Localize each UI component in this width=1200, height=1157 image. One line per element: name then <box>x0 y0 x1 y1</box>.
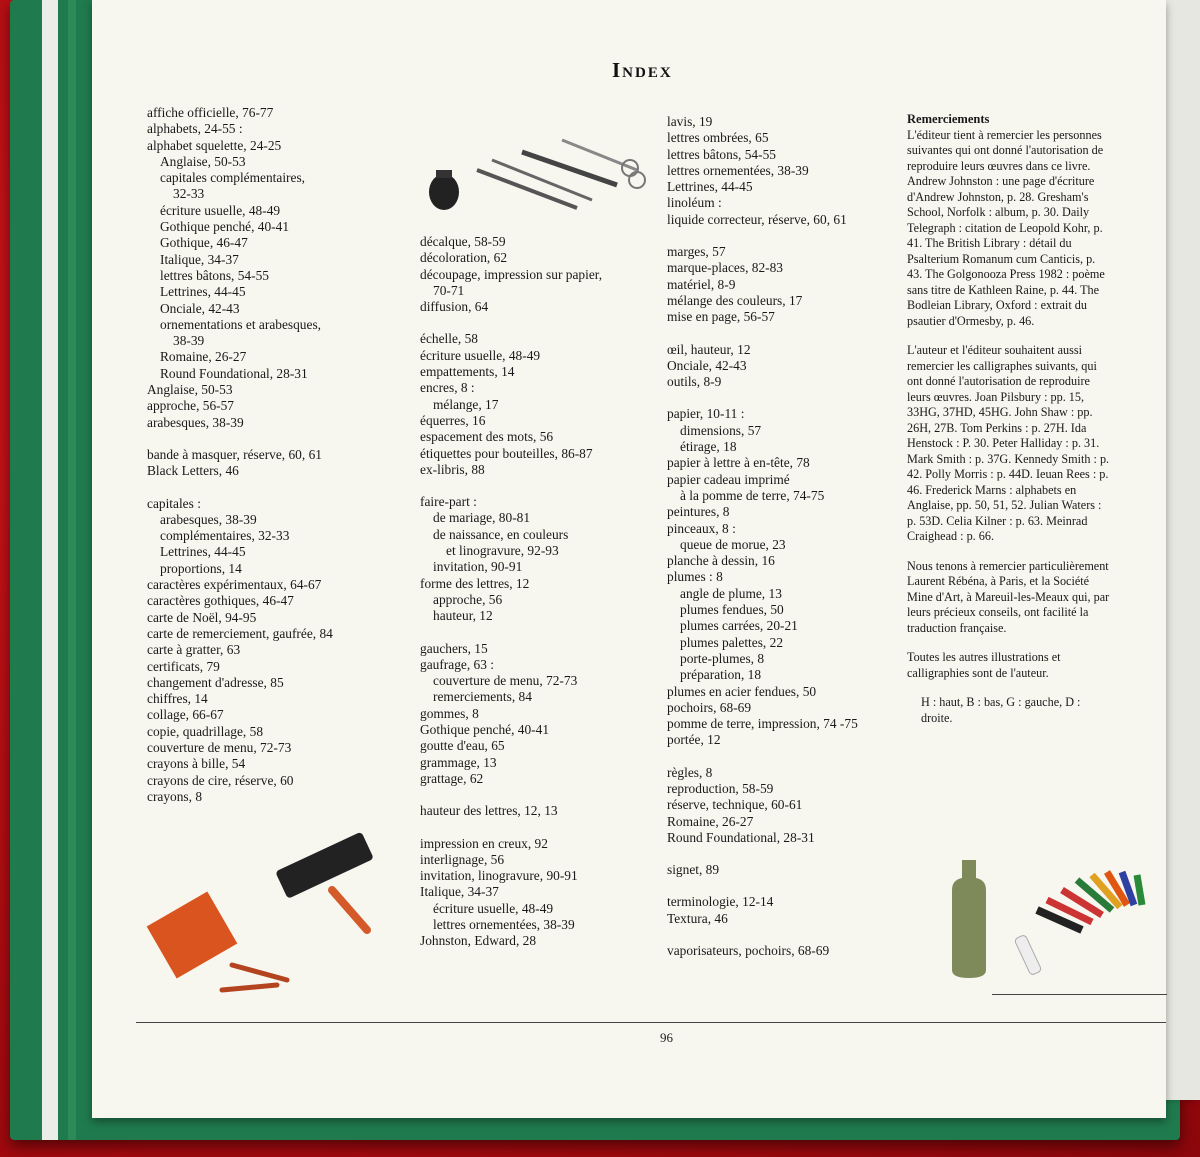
index-entry: faire-part : <box>420 494 477 510</box>
index-entry: arabesques, 38-39 <box>160 511 257 527</box>
index-entry: ornementations et arabesques, <box>160 316 322 332</box>
index-entry: 32-33 <box>173 186 205 202</box>
index-page <box>92 0 1166 1118</box>
index-entry: Lettrines, 44-45 <box>160 284 246 300</box>
index-entry: lettres ornementées, 38-39 <box>433 916 575 932</box>
index-entry: capitales : <box>147 495 201 511</box>
index-entry: diffusion, 64 <box>420 299 489 315</box>
index-entry: ex-libris, 88 <box>420 461 485 477</box>
index-entry: 38-39 <box>173 333 205 349</box>
index-entry: couverture de menu, 72-73 <box>147 739 292 755</box>
index-entry: impression en creux, 92 <box>420 835 548 851</box>
index-entry: capitales complémentaires, <box>160 170 306 186</box>
index-entry: Black Letters, 46 <box>147 463 239 479</box>
index-entry: décoloration, 62 <box>420 250 508 266</box>
index-entry: portée, 12 <box>667 732 721 748</box>
index-entry: proportions, 14 <box>160 560 242 576</box>
index-entry: Lettrines, 44-45 <box>160 544 246 560</box>
index-entry: gauchers, 15 <box>420 640 488 656</box>
index-entry: lettres bâtons, 54-55 <box>160 267 269 283</box>
index-entry: gommes, 8 <box>420 705 479 721</box>
ink-and-pens-illustration <box>422 130 652 220</box>
index-entry: collage, 66-67 <box>147 707 224 723</box>
index-entry: peintures, 8 <box>667 504 730 520</box>
index-entry: liquide correcteur, réserve, 60, 61 <box>667 211 847 227</box>
index-entry: alphabets, 24-55 : <box>147 121 243 137</box>
index-entry: grammage, 13 <box>420 754 497 770</box>
index-gap <box>667 228 907 244</box>
index-entry: crayons à bille, 54 <box>147 756 246 772</box>
index-entry: plumes en acier fendues, 50 <box>667 683 817 699</box>
acknowledgements <box>907 112 1112 740</box>
index-entry: queue de morue, 23 <box>680 536 786 552</box>
index-entry: terminologie, 12-14 <box>667 894 774 910</box>
acknowledgements-paragraph: Toutes les autres illustrations et calligraphies sont de l'auteur. <box>907 650 1061 680</box>
index-entry: écriture usuelle, 48-49 <box>420 347 541 363</box>
index-gap <box>667 927 907 943</box>
index-entry: remerciements, 84 <box>433 689 532 705</box>
page-number: 96 <box>660 1030 673 1045</box>
index-entry: Romaine, 26-27 <box>160 349 247 365</box>
footer-rule-short <box>992 994 1167 995</box>
abbreviation-key: H : haut, B : bas, G : gauche, D : droite. <box>921 695 1081 725</box>
index-gap <box>667 846 907 862</box>
index-entry: invitation, linogravure, 90-91 <box>420 868 578 884</box>
index-column-3 <box>667 114 907 959</box>
index-entry: règles, 8 <box>667 764 713 780</box>
index-entry: Onciale, 42-43 <box>667 357 747 373</box>
index-entry: reproduction, 58-59 <box>667 780 774 796</box>
index-entry: Gothique penché, 40-41 <box>420 722 550 738</box>
index-gap <box>667 878 907 894</box>
index-entry: planche à dessin, 16 <box>667 553 775 569</box>
index-entry: pomme de terre, impression, 74 -75 <box>667 716 858 732</box>
index-entry: hauteur, 12 <box>433 608 493 624</box>
index-entry: pochoirs, 68-69 <box>667 699 752 715</box>
index-entry: Anglaise, 50-53 <box>147 382 233 398</box>
index-entry: œil, hauteur, 12 <box>667 341 751 357</box>
index-entry: carte de remerciement, gaufrée, 84 <box>147 625 333 641</box>
index-entry: écriture usuelle, 48-49 <box>160 202 281 218</box>
index-entry: lettres bâtons, 54-55 <box>667 146 776 162</box>
index-entry: espacement des mots, 56 <box>420 429 554 445</box>
index-entry: Round Foundational, 28-31 <box>160 365 308 381</box>
index-entry: empattements, 14 <box>420 364 515 380</box>
index-entry: copie, quadrillage, 58 <box>147 723 264 739</box>
index-gap <box>667 390 907 406</box>
index-entry: Johnston, Edward, 28 <box>420 933 537 949</box>
index-entry: Anglaise, 50-53 <box>160 153 246 169</box>
index-entry: caractères gothiques, 46-47 <box>147 593 294 609</box>
index-entry: plumes : 8 <box>667 569 723 585</box>
index-column-1 <box>147 105 397 805</box>
index-entry: Romaine, 26-27 <box>667 813 754 829</box>
index-gap <box>420 478 660 494</box>
index-gap <box>667 749 907 765</box>
index-entry: crayons de cire, réserve, 60 <box>147 772 294 788</box>
index-entry: approche, 56 <box>433 591 503 607</box>
index-entry: invitation, 90-91 <box>433 559 523 575</box>
acknowledgements-paragraph: L'auteur et l'éditeur souhaitent aussi remercier les calligraphes suivants, qui ont donné l'autorisation de reproduire leurs œuvres. Joan Pilsbury : pp. 15, 33HG, 37HD, 45HG. John Shaw : pp. 26H, 27B. Tom Perkins : p. 27H. Ida Henstock : P. 30. Peter Halliday : p. 31. Mark Smith : p. 37G. Kennedy Smith : p. 42. Polly Morris : p. 44D. Ieuan Rees : p. 46. Frederick Marns : alphabets en Anglaise, pp. 50, 51, 52. Julian Waters : p. 53D. Celia Kilner : p. 63. Meinrad Craighead : p. 66. <box>907 343 1110 543</box>
index-gap <box>667 326 907 342</box>
index-entry: papier à lettre à en-tête, 78 <box>667 455 810 471</box>
index-entry: Textura, 46 <box>667 910 728 926</box>
index-entry: plumes fendues, 50 <box>680 602 784 618</box>
cover-stripe <box>42 0 58 1140</box>
index-entry: carte à gratter, 63 <box>147 642 241 658</box>
index-entry: échelle, 58 <box>420 331 478 347</box>
index-entry: Italique, 34-37 <box>160 251 239 267</box>
index-entry: dimensions, 57 <box>680 422 762 438</box>
index-entry: papier, 10-11 : <box>667 406 745 422</box>
index-entry: hauteur des lettres, 12, 13 <box>420 803 558 819</box>
page-title: Index <box>612 58 673 82</box>
index-entry: forme des lettres, 12 <box>420 575 530 591</box>
index-entry: porte-plumes, 8 <box>680 650 765 666</box>
index-entry: mélange, 17 <box>433 396 499 412</box>
index-entry: et linogravure, 92-93 <box>446 543 559 559</box>
bottle-and-markers-illustration <box>942 860 1157 985</box>
index-entry: mélange des couleurs, 17 <box>667 292 803 308</box>
index-entry: mise en page, 56-57 <box>667 309 775 325</box>
index-entry: outils, 8-9 <box>667 374 722 390</box>
index-entry: bande à masquer, réserve, 60, 61 <box>147 446 322 462</box>
index-entry: lettres ornementées, 38-39 <box>667 162 809 178</box>
index-entry: certificats, 79 <box>147 658 220 674</box>
index-entry: étiquettes pour bouteilles, 86-87 <box>420 445 593 461</box>
index-gap <box>147 480 397 496</box>
index-entry: marque-places, 82-83 <box>667 260 784 276</box>
acknowledgements-paragraph: L'éditeur tient à remercier les personnes suivantes qui ont donné l'autorisation de reproduire leurs œuvres dans ce livre. Andrew Johnston : une page d'écriture d'Andrew Johnston, p. 28. Gresham's School, Norfolk : album, p. 30. Daily Telegraph : citation de Leopold Kohr, p. 41. The British Library : détail du Psalterium Romanum cum Canticis, p. 43. The Golgonooza Press 1982 : poème sans titre de Kathleen Raine, p. 44. The Bodleian Library, Oxford : extrait du psautier d'Ormesby, p. 46. <box>907 127 1105 328</box>
index-gap <box>420 787 660 803</box>
index-entry: réserve, technique, 60-61 <box>667 797 803 813</box>
index-entry: préparation, 18 <box>680 667 762 683</box>
index-entry: lavis, 19 <box>667 114 713 129</box>
index-entry: interlignage, 56 <box>420 851 505 867</box>
index-entry: complémentaires, 32-33 <box>160 528 290 544</box>
index-entry: lettres ombrées, 65 <box>667 130 769 146</box>
roller-and-paper-illustration <box>147 820 387 1010</box>
index-entry: plumes carrées, 20-21 <box>680 618 798 634</box>
index-entry: signet, 89 <box>667 862 720 878</box>
index-entry: approche, 56-57 <box>147 398 235 414</box>
index-gap <box>420 820 660 836</box>
index-entry: marges, 57 <box>667 244 726 260</box>
index-entry: plumes palettes, 22 <box>680 634 784 650</box>
index-entry: décalque, 58-59 <box>420 234 506 249</box>
cover-stripe-inner <box>68 0 76 1140</box>
index-entry: alphabet squelette, 24-25 <box>147 137 282 153</box>
index-entry: affiche officielle, 76-77 <box>147 105 274 120</box>
index-entry: 70-71 <box>433 282 465 298</box>
index-entry: carte de Noël, 94-95 <box>147 609 257 625</box>
index-entry: goutte d'eau, 65 <box>420 738 505 754</box>
index-entry: matériel, 8-9 <box>667 276 736 292</box>
index-entry: de mariage, 80-81 <box>433 510 531 526</box>
footer-rule <box>136 1022 1166 1023</box>
index-gap <box>420 315 660 331</box>
index-entry: gaufrage, 63 : <box>420 656 494 672</box>
index-entry: Round Foundational, 28-31 <box>667 829 815 845</box>
index-entry: de naissance, en couleurs <box>433 526 569 542</box>
index-entry: papier cadeau imprimé <box>667 471 790 487</box>
index-gap <box>147 431 397 447</box>
index-entry: changement d'adresse, 85 <box>147 674 284 690</box>
index-entry: grattage, 62 <box>420 770 484 786</box>
index-entry: à la pomme de terre, 74-75 <box>680 487 825 503</box>
index-entry: Gothique penché, 40-41 <box>160 219 290 235</box>
index-entry: angle de plume, 13 <box>680 585 782 601</box>
index-entry: écriture usuelle, 48-49 <box>433 900 554 916</box>
index-entry: couverture de menu, 72-73 <box>433 673 578 689</box>
index-gap <box>420 625 660 641</box>
index-entry: Onciale, 42-43 <box>160 300 240 316</box>
index-entry: étirage, 18 <box>680 439 737 455</box>
index-entry: découpage, impression sur papier, <box>420 266 603 282</box>
index-entry: équerres, 16 <box>420 412 486 428</box>
index-entry: pinceaux, 8 : <box>667 520 736 536</box>
index-entry: chiffres, 14 <box>147 691 208 707</box>
index-entry: arabesques, 38-39 <box>147 414 244 430</box>
index-entry: vaporisateurs, pochoirs, 68-69 <box>667 943 830 959</box>
index-entry: linoléum : <box>667 195 722 211</box>
index-entry: caractères expérimentaux, 64-67 <box>147 577 322 593</box>
index-entry: crayons, 8 <box>147 788 203 804</box>
index-column-2 <box>420 234 660 950</box>
index-entry: encres, 8 : <box>420 380 475 396</box>
index-entry: Lettrines, 44-45 <box>667 179 753 195</box>
acknowledgements-paragraph: Nous tenons à remercier particulièrement Laurent Rébéna, à Paris, et la Société Mine d'Art, à Mareuil-les-Meaux qui, par leurs précieux conseils, ont facilité la traduction française. <box>907 558 1110 635</box>
index-entry: Gothique, 46-47 <box>160 235 248 251</box>
index-entry: Italique, 34-37 <box>420 884 499 900</box>
acknowledgements-heading: Remerciements <box>907 112 990 126</box>
